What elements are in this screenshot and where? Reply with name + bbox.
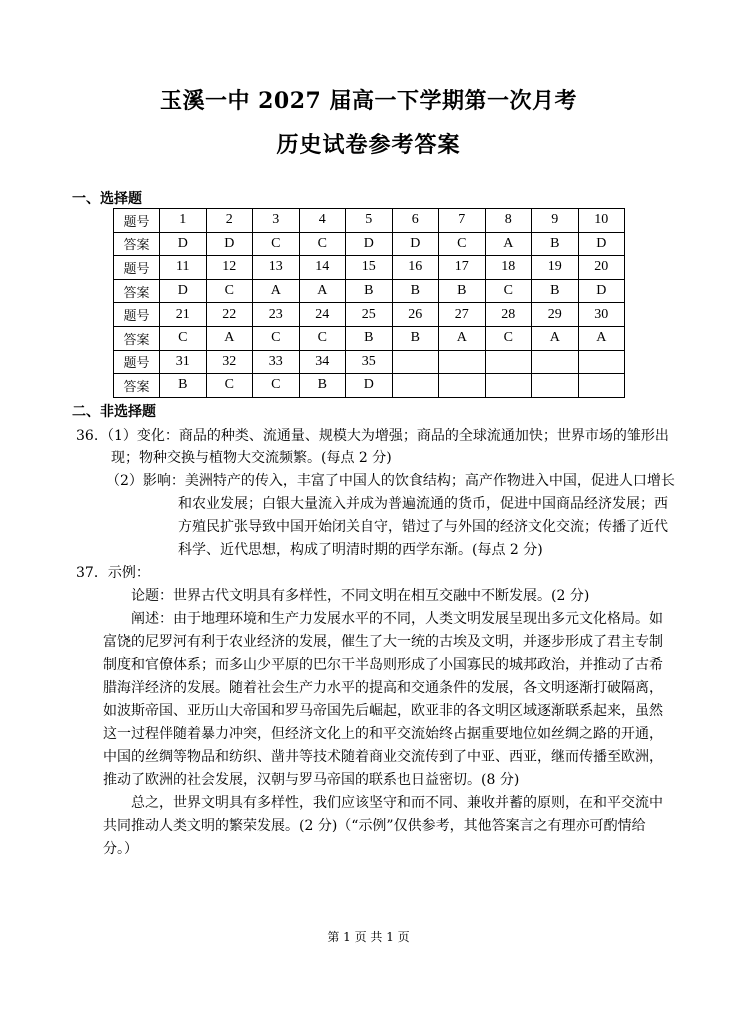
question-number-cell: 15 bbox=[346, 256, 393, 280]
question-number-cell: 24 bbox=[299, 303, 346, 327]
answer-cell: B bbox=[439, 279, 486, 303]
answer-cell: C bbox=[253, 326, 300, 350]
section-heading-nonchoice: 二、非选择题 bbox=[72, 404, 156, 420]
question-number-cell: 16 bbox=[392, 256, 439, 280]
answer-cell: C bbox=[160, 326, 207, 350]
q36-part1-line2: 现；物种交换与植物大交流频繁。(每点 2 分) bbox=[111, 450, 392, 466]
answer-cell: C bbox=[206, 279, 253, 303]
answer-cell: B bbox=[346, 279, 393, 303]
question-number-cell: 7 bbox=[439, 209, 486, 233]
answer-cell: B bbox=[392, 279, 439, 303]
answer-cell: B bbox=[532, 279, 579, 303]
q37-line: 如波斯帝国、亚历山大帝国和罗马帝国先后崛起，欧亚非的各文明区域逐渐联系起来，虽然 bbox=[103, 703, 663, 719]
answer-cell bbox=[392, 374, 439, 398]
q37-line: 腊海洋经济的发展。随着社会生产力水平的提高和交通条件的发展，各文明逐渐打破隔离， bbox=[103, 680, 663, 696]
question-number-cell: 22 bbox=[206, 303, 253, 327]
q36-part2-line3: 方殖民扩张导致中国开始闭关自守，错过了与外国的经济文化交流；传播了近代 bbox=[178, 519, 668, 535]
q37-line: 这一过程伴随着暴力冲突，但经济文化上的和平交流始终占据重要地位如丝绸之路的开通， bbox=[103, 726, 663, 742]
answer-cell: B bbox=[532, 232, 579, 256]
section-heading-choice: 一、选择题 bbox=[72, 191, 142, 207]
answer-cell bbox=[532, 374, 579, 398]
q37-line: 共同推动人类文明的繁荣发展。(2 分)（“示例”仅供参考，其他答案言之有理亦可酌情给 bbox=[103, 818, 646, 834]
question-number-cell: 32 bbox=[206, 350, 253, 374]
question-number-cell: 20 bbox=[578, 256, 625, 280]
question-number-row-label: 题号 bbox=[114, 303, 160, 327]
question-number-row bbox=[114, 303, 625, 327]
answer-cell: D bbox=[160, 232, 207, 256]
answer-cell bbox=[439, 374, 486, 398]
q37-line: 阐述：由于地理环境和生产力发展水平的不同，人类文明发展呈现出多元文化格局。如 bbox=[131, 611, 663, 627]
question-number-cell bbox=[439, 350, 486, 374]
question-number-cell: 25 bbox=[346, 303, 393, 327]
question-number-cell bbox=[578, 350, 625, 374]
answer-cell: C bbox=[253, 232, 300, 256]
question-number-row bbox=[114, 350, 625, 374]
question-number-cell: 26 bbox=[392, 303, 439, 327]
question-number-cell: 10 bbox=[578, 209, 625, 233]
q37-line: 推动了欧洲的社会发展，汉朝与罗马帝国的联系也日益密切。(8 分) bbox=[103, 772, 520, 788]
answer-cell: D bbox=[578, 232, 625, 256]
q37-line: 论题：世界古代文明具有多样性，不同文明在相互交融中不断发展。(2 分) bbox=[131, 588, 590, 604]
answer-row bbox=[114, 279, 625, 303]
q36-part2-line1: （2）影响：美洲特产的传入，丰富了中国人的饮食结构；高产作物进入中国，促进人口增长 bbox=[106, 473, 675, 489]
q37-line: 富饶的尼罗河有利于农业经济的发展，催生了大一统的古埃及文明，并逐步形成了君主专制 bbox=[103, 634, 663, 650]
answer-cell: A bbox=[206, 326, 253, 350]
answer-cell: C bbox=[485, 279, 532, 303]
page-footer: 第 1 页 共 1 页 bbox=[327, 930, 410, 944]
question-number-cell: 19 bbox=[532, 256, 579, 280]
answer-cell: B bbox=[392, 326, 439, 350]
question-number-row bbox=[114, 256, 625, 280]
answer-cell: C bbox=[206, 374, 253, 398]
q37-line: 总之，世界文明具有多样性，我们应该坚守和而不同、兼收并蓄的原则，在和平交流中 bbox=[131, 795, 663, 811]
answer-cell bbox=[485, 374, 532, 398]
q37-line: 中国的丝绸等物品和纺织、凿井等技术随着商业交流传到了中亚、西亚，继而传播至欧洲， bbox=[103, 749, 663, 765]
answer-cell: D bbox=[346, 232, 393, 256]
question-number-cell: 5 bbox=[346, 209, 393, 233]
answer-row-label: 答案 bbox=[114, 232, 160, 256]
answer-cell bbox=[578, 374, 625, 398]
question-number-cell: 14 bbox=[299, 256, 346, 280]
answer-cell: C bbox=[299, 326, 346, 350]
answer-cell: B bbox=[160, 374, 207, 398]
answer-cell: C bbox=[253, 374, 300, 398]
answer-cell: C bbox=[485, 326, 532, 350]
answer-cell: A bbox=[253, 279, 300, 303]
q37-line: 分。） bbox=[103, 841, 138, 857]
q37-line: 制度和官僚体系；而多山少平原的巴尔干半岛则形成了小国寡民的城邦政治，并推动了古希 bbox=[103, 657, 663, 673]
answer-row-label: 答案 bbox=[114, 374, 160, 398]
question-number-cell: 18 bbox=[485, 256, 532, 280]
answer-cell: A bbox=[532, 326, 579, 350]
question-number-cell: 23 bbox=[253, 303, 300, 327]
question-number-cell: 3 bbox=[253, 209, 300, 233]
question-number-cell: 27 bbox=[439, 303, 486, 327]
answer-cell: D bbox=[206, 232, 253, 256]
answer-row bbox=[114, 232, 625, 256]
question-number-cell bbox=[532, 350, 579, 374]
answer-cell: D bbox=[392, 232, 439, 256]
answer-row bbox=[114, 374, 625, 398]
answer-cell: A bbox=[578, 326, 625, 350]
question-number-cell: 35 bbox=[346, 350, 393, 374]
question-number-cell: 33 bbox=[253, 350, 300, 374]
question-number-cell: 9 bbox=[532, 209, 579, 233]
question-number-cell bbox=[392, 350, 439, 374]
answer-cell: B bbox=[346, 326, 393, 350]
q36-part1-line1: （1）变化：商品的种类、流通量、规模大为增强；商品的全球流通加快；世界市场的雏形出 bbox=[100, 428, 669, 444]
question-number-cell: 30 bbox=[578, 303, 625, 327]
answer-cell: B bbox=[299, 374, 346, 398]
question-number-cell: 34 bbox=[299, 350, 346, 374]
exam-title: 玉溪一中 2027 届高一下学期第一次月考 bbox=[159, 88, 578, 114]
question-number-cell: 12 bbox=[206, 256, 253, 280]
question-number-cell: 21 bbox=[160, 303, 207, 327]
answer-row bbox=[114, 326, 625, 350]
question-number-row-label: 题号 bbox=[114, 350, 160, 374]
answer-cell: A bbox=[439, 326, 486, 350]
question-number-cell: 8 bbox=[485, 209, 532, 233]
question-number-cell: 4 bbox=[299, 209, 346, 233]
question-number-cell: 31 bbox=[160, 350, 207, 374]
answer-cell: D bbox=[346, 374, 393, 398]
q36-number: 36. bbox=[76, 428, 99, 444]
question-number-cell: 2 bbox=[206, 209, 253, 233]
answer-cell: C bbox=[299, 232, 346, 256]
question-number-row-label: 题号 bbox=[114, 209, 160, 233]
question-number-row-label: 题号 bbox=[114, 256, 160, 280]
question-number-cell: 13 bbox=[253, 256, 300, 280]
answer-cell: A bbox=[485, 232, 532, 256]
question-number-row bbox=[114, 209, 625, 233]
answer-cell: A bbox=[299, 279, 346, 303]
answer-row-label: 答案 bbox=[114, 279, 160, 303]
question-number-cell: 1 bbox=[160, 209, 207, 233]
question-number-cell: 17 bbox=[439, 256, 486, 280]
answer-row-label: 答案 bbox=[114, 326, 160, 350]
exam-subtitle: 历史试卷参考答案 bbox=[276, 132, 461, 158]
question-number-cell: 6 bbox=[392, 209, 439, 233]
answer-cell: D bbox=[578, 279, 625, 303]
question-number-cell: 28 bbox=[485, 303, 532, 327]
q36-part2-line2: 和农业发展；白银大量流入并成为普遍流通的货币，促进中国商品经济发展；西 bbox=[178, 496, 668, 512]
q37-heading: 37．示例： bbox=[76, 565, 150, 581]
question-number-cell bbox=[485, 350, 532, 374]
question-number-cell: 29 bbox=[532, 303, 579, 327]
q36-part2-line4: 科学、近代思想，构成了明清时期的西学东渐。(每点 2 分) bbox=[178, 542, 543, 558]
question-number-cell: 11 bbox=[160, 256, 207, 280]
answer-table bbox=[113, 208, 625, 398]
answer-cell: C bbox=[439, 232, 486, 256]
answer-cell: D bbox=[160, 279, 207, 303]
